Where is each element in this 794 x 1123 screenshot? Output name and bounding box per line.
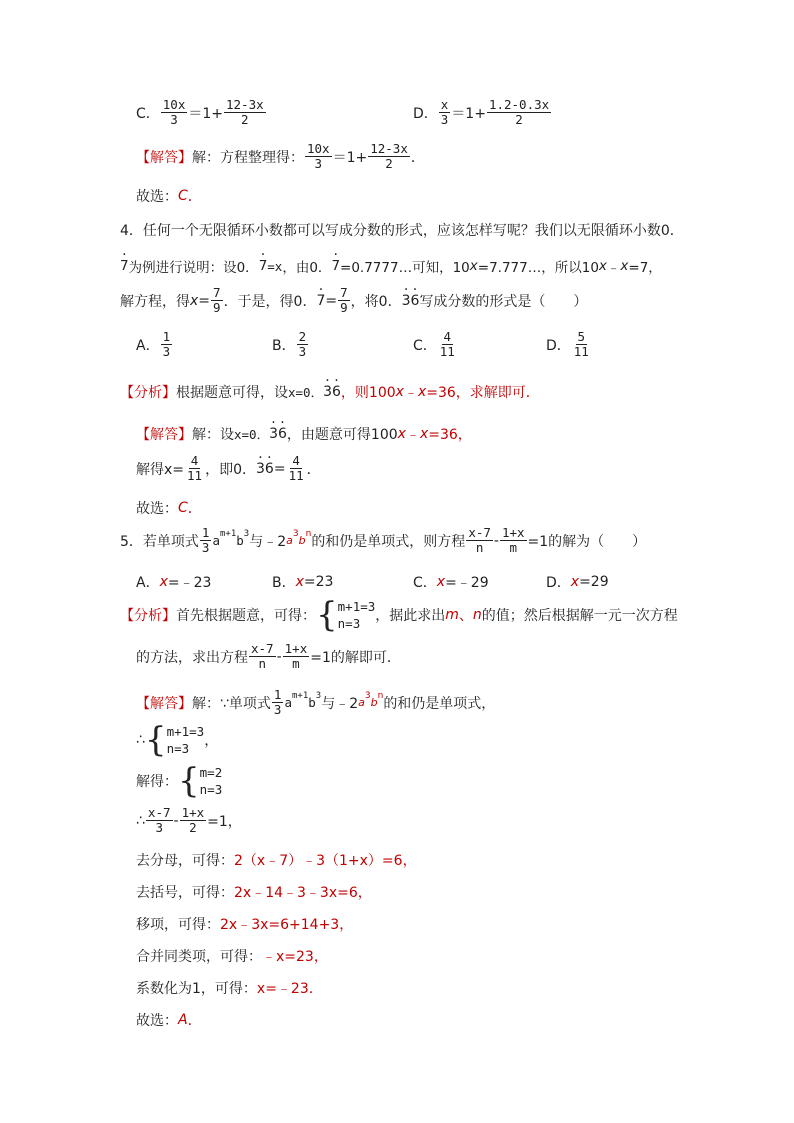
text: =36，	[428, 427, 472, 443]
denominator: 3	[273, 702, 282, 718]
repeating-digit: · 3	[323, 384, 332, 400]
fraction	[180, 806, 207, 836]
equals: =	[273, 460, 286, 477]
option-letter: D．	[546, 337, 571, 354]
choice-label: 故选：	[136, 189, 178, 205]
text: ，则100	[340, 385, 396, 401]
step-label: 合并同类项，可得：	[136, 949, 262, 965]
q5-option-c	[413, 572, 489, 592]
variable-x: x	[419, 426, 429, 442]
numerator: 10x	[162, 97, 186, 112]
fraction	[224, 98, 266, 128]
text: =1的解即可．	[310, 649, 401, 666]
text: 解方程，得	[120, 293, 190, 310]
text: 与﹣2	[249, 533, 287, 550]
fraction	[500, 526, 527, 556]
exponent: 3	[243, 528, 250, 539]
denominator: 2	[515, 112, 523, 128]
variable-n: n	[472, 607, 482, 623]
equals-one-plus: ＝1+	[451, 105, 486, 122]
denominator: 3	[440, 112, 449, 128]
q4-option-b	[272, 330, 309, 360]
text: 的方法，求出方程	[136, 649, 248, 666]
fraction	[297, 330, 309, 360]
repeating-digit: · 6	[278, 426, 287, 442]
denominator: 3	[314, 156, 323, 172]
text: 解：∵单项式	[192, 695, 271, 712]
system-row: m+1=3	[337, 599, 376, 614]
q3-choice	[136, 186, 202, 206]
system-row: m+1=3	[166, 724, 205, 739]
denominator: 3	[162, 344, 171, 360]
q4-line1	[120, 220, 684, 240]
period: ．	[187, 501, 202, 517]
minus: -	[493, 532, 499, 549]
exponent: n	[305, 528, 312, 539]
text: 首先根据题意，可得：	[176, 608, 316, 624]
q5-analysis-line2	[136, 642, 401, 672]
variable-b: b	[298, 534, 306, 548]
period: ．	[410, 149, 425, 166]
numerator: 1+x	[181, 805, 205, 820]
choice-label: 故选：	[136, 501, 178, 517]
option-value: =﹣23	[167, 575, 212, 591]
text: ，由0．	[282, 260, 332, 276]
q4-option-d	[546, 330, 592, 360]
numerator: 7	[213, 285, 221, 300]
numerator: 5	[577, 329, 586, 344]
denominator: 2	[241, 112, 249, 128]
numerator: 1	[162, 329, 171, 344]
fraction	[487, 98, 551, 128]
text: 解：设	[192, 427, 234, 443]
denominator: 3	[170, 112, 178, 128]
q5-system2	[136, 761, 223, 801]
denominator: 11	[439, 344, 455, 360]
variable-x: x	[190, 292, 199, 309]
option-value: =23	[303, 574, 334, 590]
question-text: 5．若单项式	[120, 533, 199, 550]
denominator: 3	[155, 820, 163, 836]
variable-x: x	[469, 258, 478, 274]
option-letter: B．	[272, 575, 296, 591]
text: x=0．	[234, 427, 270, 442]
q5-option-a	[136, 572, 211, 592]
fraction	[211, 286, 223, 316]
option-letter: D．	[413, 105, 438, 122]
numerator: 4	[190, 453, 199, 468]
numerator: 10x	[307, 141, 330, 156]
q4-option-c	[413, 330, 458, 360]
denominator: n	[475, 540, 484, 556]
fraction	[200, 526, 212, 556]
q5-step4	[136, 946, 328, 966]
text: 的和仍是单项式，	[383, 695, 496, 712]
minus: ﹣	[405, 427, 420, 443]
variable-x: x	[397, 426, 406, 442]
q5-option-b	[272, 572, 333, 592]
choice-label: 故选：	[136, 1013, 178, 1029]
repeating-digit: · 6	[332, 384, 341, 400]
separator: 、	[458, 608, 473, 624]
repeating-digit: · 7	[316, 293, 325, 309]
option-value: =29	[579, 574, 609, 590]
option-letter: A．	[136, 575, 160, 591]
numerator: 12-3x	[370, 141, 408, 156]
therefore-symbol: ∴	[136, 732, 145, 748]
fraction	[287, 454, 306, 484]
analysis-tag: 【分析】	[120, 385, 176, 401]
variable-x: x	[620, 258, 629, 274]
text: 为例进行说明：设0．	[128, 260, 259, 276]
text: ，由题意可得100	[286, 427, 398, 443]
text: ．于是，得0．	[223, 293, 317, 310]
fraction	[249, 642, 276, 672]
q5-step2	[136, 882, 372, 902]
option-letter: B．	[272, 337, 296, 354]
fraction	[438, 330, 457, 360]
numerator: 7	[340, 285, 348, 300]
q5-step3	[136, 914, 353, 934]
text: ，即0．	[205, 461, 256, 478]
text: =x	[267, 258, 283, 274]
choice-value: A	[178, 1012, 188, 1028]
variable-x: x	[598, 258, 607, 274]
variable-b: b	[370, 696, 378, 710]
question-text: 4．任何一个无限循环小数都可以写成分数的形式，应该怎样写呢？我们以无限循环小数0．	[120, 223, 684, 239]
text: 解得：	[136, 774, 178, 790]
text: 的值；然后根据解一元一次方程	[481, 608, 678, 624]
variable-a: a	[212, 533, 220, 549]
repeating-digit: · 6	[411, 293, 420, 309]
text: =36，求解即可．	[426, 385, 540, 401]
repeating-digit: · 6	[265, 461, 274, 477]
numerator: 1+x	[284, 641, 308, 656]
option-letter: D．	[546, 575, 571, 591]
variable-x: x	[395, 384, 404, 400]
q5-option-d	[546, 572, 609, 592]
analysis-tag: 【分析】	[120, 608, 176, 624]
system-row: n=3	[166, 741, 190, 756]
q5-analysis	[120, 595, 678, 635]
numerator: x-7	[468, 525, 491, 540]
equation-system: { m+1=3 n=3	[316, 595, 376, 635]
text: 根据题意可得，设	[176, 385, 288, 401]
denominator: 2	[385, 156, 393, 172]
variable-x: x	[436, 574, 446, 590]
text: 的和仍是单项式，则方程	[311, 533, 466, 550]
q5-answer	[136, 688, 495, 718]
denominator: 9	[340, 300, 348, 316]
minus: ﹣	[606, 260, 621, 276]
period: ．	[187, 1013, 202, 1029]
repeating-digit: · 3	[256, 461, 265, 477]
option-letter: C．	[413, 575, 437, 591]
variable-x: x	[295, 574, 304, 590]
denominator: 11	[288, 468, 304, 484]
text: =1，	[207, 813, 242, 830]
exponent: m+1	[291, 690, 309, 701]
text: x=0．	[288, 385, 324, 400]
q4-option-a	[136, 330, 173, 360]
q4-solution	[136, 454, 321, 484]
answer-tag: 【解答】	[136, 695, 192, 712]
system-row: m=2	[199, 765, 223, 780]
step-equation: x=﹣23．	[256, 981, 323, 997]
repeating-digit: · 7	[259, 258, 268, 274]
step-label: 系数化为1，可得：	[136, 981, 257, 997]
numerator: x-7	[251, 641, 274, 656]
text: 解得x=	[136, 461, 185, 478]
q5-choice	[136, 1010, 202, 1030]
equation-system: { m+1=3 n=3	[144, 720, 205, 760]
q4-line2	[120, 256, 662, 276]
numerator: 12-3x	[226, 97, 264, 112]
equation-system: { m=2 n=3	[178, 761, 223, 801]
q5-step1	[136, 850, 417, 870]
exponent: 3	[315, 690, 322, 701]
equals-one-plus: ＝1+	[332, 149, 368, 166]
variable-a: a	[358, 696, 365, 710]
denominator: 3	[298, 344, 307, 360]
repeating-digit: · 3	[269, 426, 278, 442]
repeating-digit: · 3	[402, 293, 411, 309]
answer-text: 解：方程整理得：	[192, 149, 304, 166]
step-label: 去括号，可得：	[136, 885, 234, 901]
exponent: 3	[364, 690, 371, 701]
numerator: 4	[443, 329, 452, 344]
option-letter: C．	[413, 337, 437, 354]
step-equation: 2x﹣3x=6+14+3，	[220, 917, 354, 933]
denominator: 11	[573, 344, 589, 360]
q5-system1	[136, 720, 219, 760]
variable-x: x	[417, 384, 427, 400]
fraction	[283, 642, 310, 672]
answer-tag: 【解答】	[136, 427, 192, 443]
variable-m: m	[445, 607, 459, 623]
period: ．	[306, 461, 321, 478]
fraction	[338, 286, 350, 316]
text: 写成分数的形式是（ ）	[419, 293, 588, 310]
fraction	[305, 142, 332, 172]
q4-answer	[136, 424, 472, 444]
exponent: n	[377, 690, 384, 701]
numerator: x	[440, 97, 449, 112]
denominator: 3	[201, 540, 210, 556]
fraction	[146, 806, 173, 836]
comma: ，	[204, 733, 219, 749]
variable-b: b	[308, 695, 316, 711]
numerator: 1	[201, 525, 210, 540]
fraction	[572, 330, 591, 360]
q5-question	[120, 526, 646, 556]
variable-a: a	[284, 695, 292, 711]
denominator: 11	[187, 468, 203, 484]
text: ，据此求出	[375, 608, 446, 624]
fraction	[272, 688, 284, 718]
text: =1的解为（ ）	[527, 533, 647, 550]
option-letter: A．	[136, 337, 160, 354]
step-equation: ﹣x=23，	[262, 949, 328, 965]
q3-answer	[136, 142, 425, 172]
therefore-symbol: ∴	[136, 812, 145, 829]
system-row: n=3	[337, 616, 361, 631]
option-letter: C．	[136, 105, 160, 122]
denominator: m	[509, 540, 517, 556]
minus: -	[173, 812, 179, 829]
choice-value: C	[178, 188, 188, 204]
step-equation: 2x﹣14﹣3﹣3x=6，	[234, 885, 372, 901]
exponent: 3	[292, 528, 299, 539]
minus: ﹣	[403, 385, 418, 401]
denominator: m	[292, 656, 300, 672]
denominator: n	[258, 656, 267, 672]
answer-tag: 【解答】	[136, 149, 192, 166]
repeating-digit: · 7	[120, 258, 129, 274]
numerator: 4	[292, 453, 300, 468]
numerator: 1.2-0.3x	[488, 97, 550, 112]
text: 与﹣2	[321, 695, 359, 712]
denominator: 9	[213, 300, 221, 316]
text: =0.7777…可知，10	[340, 260, 470, 276]
fraction	[161, 330, 173, 360]
variable-a: a	[286, 534, 293, 548]
option-value: =﹣29	[445, 575, 489, 591]
q4-choice	[136, 498, 202, 518]
numerator: x-7	[147, 805, 171, 820]
text: =7，	[628, 260, 662, 276]
denominator: 2	[189, 820, 197, 836]
variable-x: x	[570, 574, 580, 590]
minus: -	[276, 648, 282, 665]
fraction	[368, 142, 410, 172]
variable-b: b	[236, 533, 244, 549]
step-label: 移项，可得：	[136, 917, 220, 933]
equals: =	[325, 292, 338, 309]
q4-line3	[120, 286, 587, 316]
step-label: 去分母，可得：	[136, 853, 234, 869]
equals-one-plus: ＝1+	[188, 105, 223, 122]
numerator: 1	[273, 687, 282, 702]
fraction	[161, 98, 188, 128]
q3-option-d	[413, 98, 552, 128]
q3-option-c	[136, 98, 267, 128]
q5-equation	[136, 806, 242, 836]
period: ．	[187, 189, 202, 205]
q4-analysis	[120, 382, 540, 402]
variable-x: x	[159, 574, 168, 590]
text: =7.777…，所以10	[477, 260, 599, 276]
choice-value: C	[178, 500, 188, 516]
q5-step5	[136, 978, 323, 998]
repeating-digit: · 7	[331, 258, 340, 274]
fraction	[439, 98, 451, 128]
numerator: 1+x	[501, 525, 525, 540]
fraction	[185, 454, 204, 484]
system-row: n=3	[199, 782, 223, 797]
fraction	[466, 526, 493, 556]
text: ，将0．	[350, 293, 402, 310]
step-equation: 2（x﹣7）﹣3（1+x）=6，	[234, 853, 417, 869]
equals: =	[198, 292, 211, 309]
exponent: m+1	[219, 528, 237, 539]
numerator: 2	[298, 329, 307, 344]
